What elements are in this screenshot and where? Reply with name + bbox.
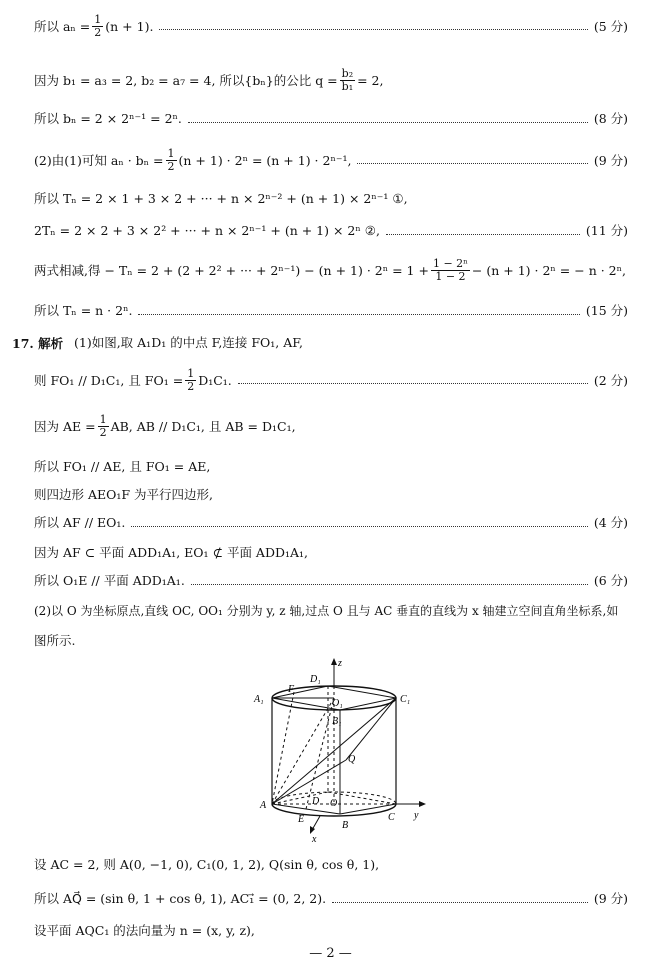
line-4: (2)由(1)可知 aₙ · bₙ = $\frac{1}{2}$ (n + 1) · 2ⁿ = (n + 1) · 2ⁿ⁻¹, (9 分) <box>34 147 628 173</box>
cylinder-figure <box>250 652 430 842</box>
fraction: $\frac{1}{2}$ <box>167 147 175 173</box>
line-8: 所以 Tₙ = n · 2ⁿ. (15 分) <box>34 303 628 318</box>
score: (4 分) <box>593 515 628 530</box>
score: (2 分) <box>593 372 628 388</box>
leader-dots <box>386 234 580 235</box>
leader-dots <box>188 122 588 123</box>
line-17: (2)以 O 为坐标原点,直线 OC, OO₁ 分别为 y, z 轴,过点 O 且与 AC 垂直的直线为 x 轴建立空间直角坐标系,如 <box>34 604 619 618</box>
score: (5 分) <box>593 18 628 34</box>
label-Q: Q <box>348 754 356 765</box>
line-18: 图所示. <box>34 633 76 648</box>
question-number: 17. 解析 <box>12 336 64 351</box>
label-O1: O₁ <box>332 698 343 709</box>
score: (9 分) <box>593 152 628 168</box>
leader-dots <box>357 163 587 164</box>
label-B1: B₁ <box>332 716 342 727</box>
line-11: 因为 AE = $\frac{1}{2}$ AB, AB // D₁C₁, 且 AB = D₁C₁, <box>34 413 296 439</box>
line-2: 因为 b₁ = a₃ = 2, b₂ = a₇ = 4, 所以{bₙ}的公比 q = $\frac{\text{b₂}}{\text{b₁}}$ = 2, <box>34 67 384 93</box>
score: (15 分) <box>585 303 628 318</box>
line-12: 所以 FO₁ // AE, 且 FO₁ = AE, <box>34 459 211 474</box>
line-9: (1)如图,取 A₁D₁ 的中点 F,连接 FO₁, AF, <box>74 335 303 350</box>
label-C1: C₁ <box>400 694 411 705</box>
label-F: F <box>288 684 295 695</box>
line-10: 则 FO₁ // D₁C₁, 且 FO₁ = $\frac{1}{2}$ D₁C₁. (2 分) <box>34 367 628 393</box>
leader-dots <box>159 29 587 30</box>
label-C: C <box>388 812 395 823</box>
leader-dots <box>131 526 587 527</box>
label-E: E <box>298 814 305 825</box>
line-5: 所以 Tₙ = 2 × 1 + 3 × 2 + ··· + n × 2ⁿ⁻² + (n + 1) × 2ⁿ⁻¹ ①, <box>34 191 408 206</box>
label-D1: D₁ <box>310 674 321 685</box>
fraction: $\frac{\text{b₂}}{\text{b₁}}$ <box>341 67 354 93</box>
label-y: y <box>414 810 419 821</box>
line-14: 所以 AF // EO₁. (4 分) <box>34 515 628 530</box>
label-A: A <box>260 800 267 811</box>
line-13: 则四边形 AEO₁F 为平行四边形, <box>34 487 214 502</box>
line-19: 设 AC = 2, 则 A(0, −1, 0), C₁(0, 1, 2), Q(sin θ, cos θ, 1), <box>34 857 380 872</box>
line-20: 所以 AQ⃗ = (sin θ, 1 + cos θ, 1), AC₁⃗ = (0, 2, 2). (9 分) <box>34 891 628 906</box>
label-z: z <box>338 658 342 669</box>
label-x: x <box>312 834 317 842</box>
fraction: $\frac{\text{1 − 2ⁿ}}{1 - 2}$ <box>432 257 468 283</box>
line-16: 所以 O₁E // 平面 ADD₁A₁. (6 分) <box>34 573 628 588</box>
leader-dots <box>332 902 588 903</box>
score: (6 分) <box>593 573 628 588</box>
leader-dots <box>238 383 588 384</box>
leader-dots <box>138 314 579 315</box>
line-6: 2Tₙ = 2 × 2 + 3 × 2² + ··· + n × 2ⁿ⁻¹ + (n + 1) × 2ⁿ ②, (11 分) <box>34 223 628 238</box>
label-B: B <box>342 820 349 831</box>
label-A1: A₁ <box>254 694 264 705</box>
line-21: 设平面 AQC₁ 的法向量为 n = (x, y, z), <box>34 923 255 938</box>
label-D: D <box>312 796 320 807</box>
fraction: $\frac{1}{2}$ <box>99 413 107 439</box>
line-3: 所以 bₙ = 2 × 2ⁿ⁻¹ = 2ⁿ. (8 分) <box>34 111 628 126</box>
score: (8 分) <box>593 111 628 126</box>
page-number: — 2 — <box>309 946 352 961</box>
line-15: 因为 AF ⊂ 平面 ADD₁A₁, EO₁ ⊄ 平面 ADD₁A₁, <box>34 545 309 560</box>
score: (9 分) <box>593 891 628 906</box>
line-1: 所以 aₙ = $\frac{1}{2}$ (n + 1). (5 分) <box>34 13 628 39</box>
leader-dots <box>191 584 588 585</box>
line-text: 所以 aₙ = <box>34 18 91 34</box>
score: (11 分) <box>585 223 628 238</box>
fraction: $\frac{1}{2}$ <box>187 367 195 393</box>
label-O: O <box>330 798 338 809</box>
line-7: 两式相减,得 − Tₙ = 2 + (2 + 2² + ··· + 2ⁿ⁻¹) − (n + 1) · 2ⁿ = 1 + $\frac{\text{1 − 2ⁿ}}{1 - 2}$ − (n + 1) · 2ⁿ = − n · 2ⁿ, <box>34 257 626 283</box>
fraction: $\frac{1}{2}$ <box>94 13 102 39</box>
